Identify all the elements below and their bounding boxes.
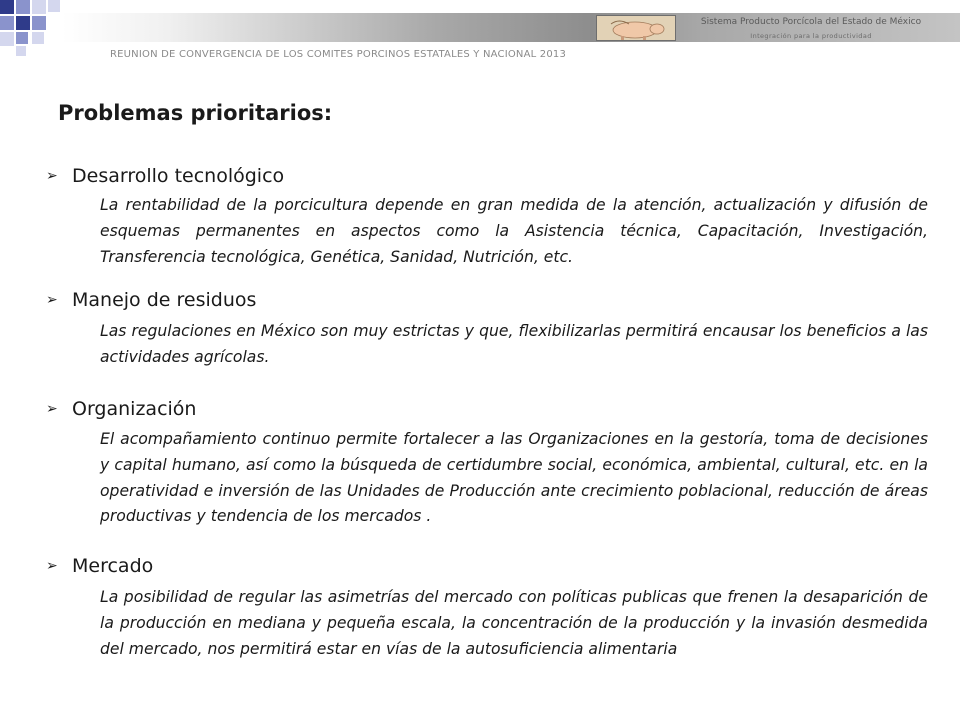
- decor-square: [48, 0, 60, 12]
- decor-square: [32, 0, 46, 14]
- section-heading-label: Manejo de residuos: [72, 289, 257, 311]
- section-heading: [46, 555, 153, 577]
- section-heading-label: Desarrollo tecnológico: [72, 165, 285, 187]
- decor-square: [16, 32, 28, 44]
- section-heading: [46, 289, 256, 311]
- org-name: Sistema Producto Porcícola del Estado de México: [700, 17, 922, 27]
- slide-title: Problemas prioritarios:: [58, 101, 333, 125]
- section-heading-label: Mercado: [72, 555, 154, 577]
- section-body: La rentabilidad de la porcicultura depende en gran medida de la atención, actualización y difusión de esquemas permanentes en aspectos como la Asistencia técnica, Capacitación, Investigación, Transferencia tecnológica, Genética, Sanidad, Nutrición, etc.: [100, 196, 928, 266]
- section-heading: [46, 398, 196, 420]
- decor-square: [0, 32, 14, 46]
- meeting-title: REUNION DE CONVERGENCIA DE LOS COMITES PORCINOS ESTATALES Y NACIONAL 2013: [110, 49, 567, 60]
- section-heading: [46, 165, 284, 187]
- decor-square: [16, 46, 26, 56]
- decor-square: [16, 16, 30, 30]
- decor-square: [0, 0, 14, 14]
- arrow-bullet-icon: ➢: [46, 292, 58, 308]
- arrow-bullet-icon: ➢: [46, 558, 58, 574]
- section-body: La posibilidad de regular las asimetrías del mercado con políticas publicas que frenen la desaparición de la producción en mediana y pequeña escala, la concentración de la producción y la invasión desmedida del mercado, nos permitirá estar en vías de la autosuficiencia alimentaria: [100, 588, 928, 658]
- decor-square: [0, 16, 14, 30]
- decor-square: [16, 0, 30, 14]
- section-heading-label: Organización: [72, 398, 197, 420]
- header-bar: [62, 13, 592, 42]
- pig-logo-icon: [596, 15, 676, 41]
- arrow-bullet-icon: ➢: [46, 401, 58, 417]
- decor-square: [32, 32, 44, 44]
- section-body: Las regulaciones en México son muy estrictas y que, flexibilizarlas permitirá encausar los beneficios a las actividades agrícolas.: [100, 322, 928, 366]
- arrow-bullet-icon: ➢: [46, 168, 58, 184]
- section-body: El acompañamiento continuo permite fortalecer a las Organizaciones en la gestoría, toma de decisiones y capital humano, así como la búsqueda de certidumbre social, económica, ambiental, cultural, etc. en la operatividad e inversión de las Unidades de Producción ante crecimiento poblacional, reducción de áreas productivas y tendencia de los mercados .: [100, 430, 928, 526]
- org-tagline: Integración para la productividad: [750, 32, 872, 40]
- decor-square: [32, 16, 46, 30]
